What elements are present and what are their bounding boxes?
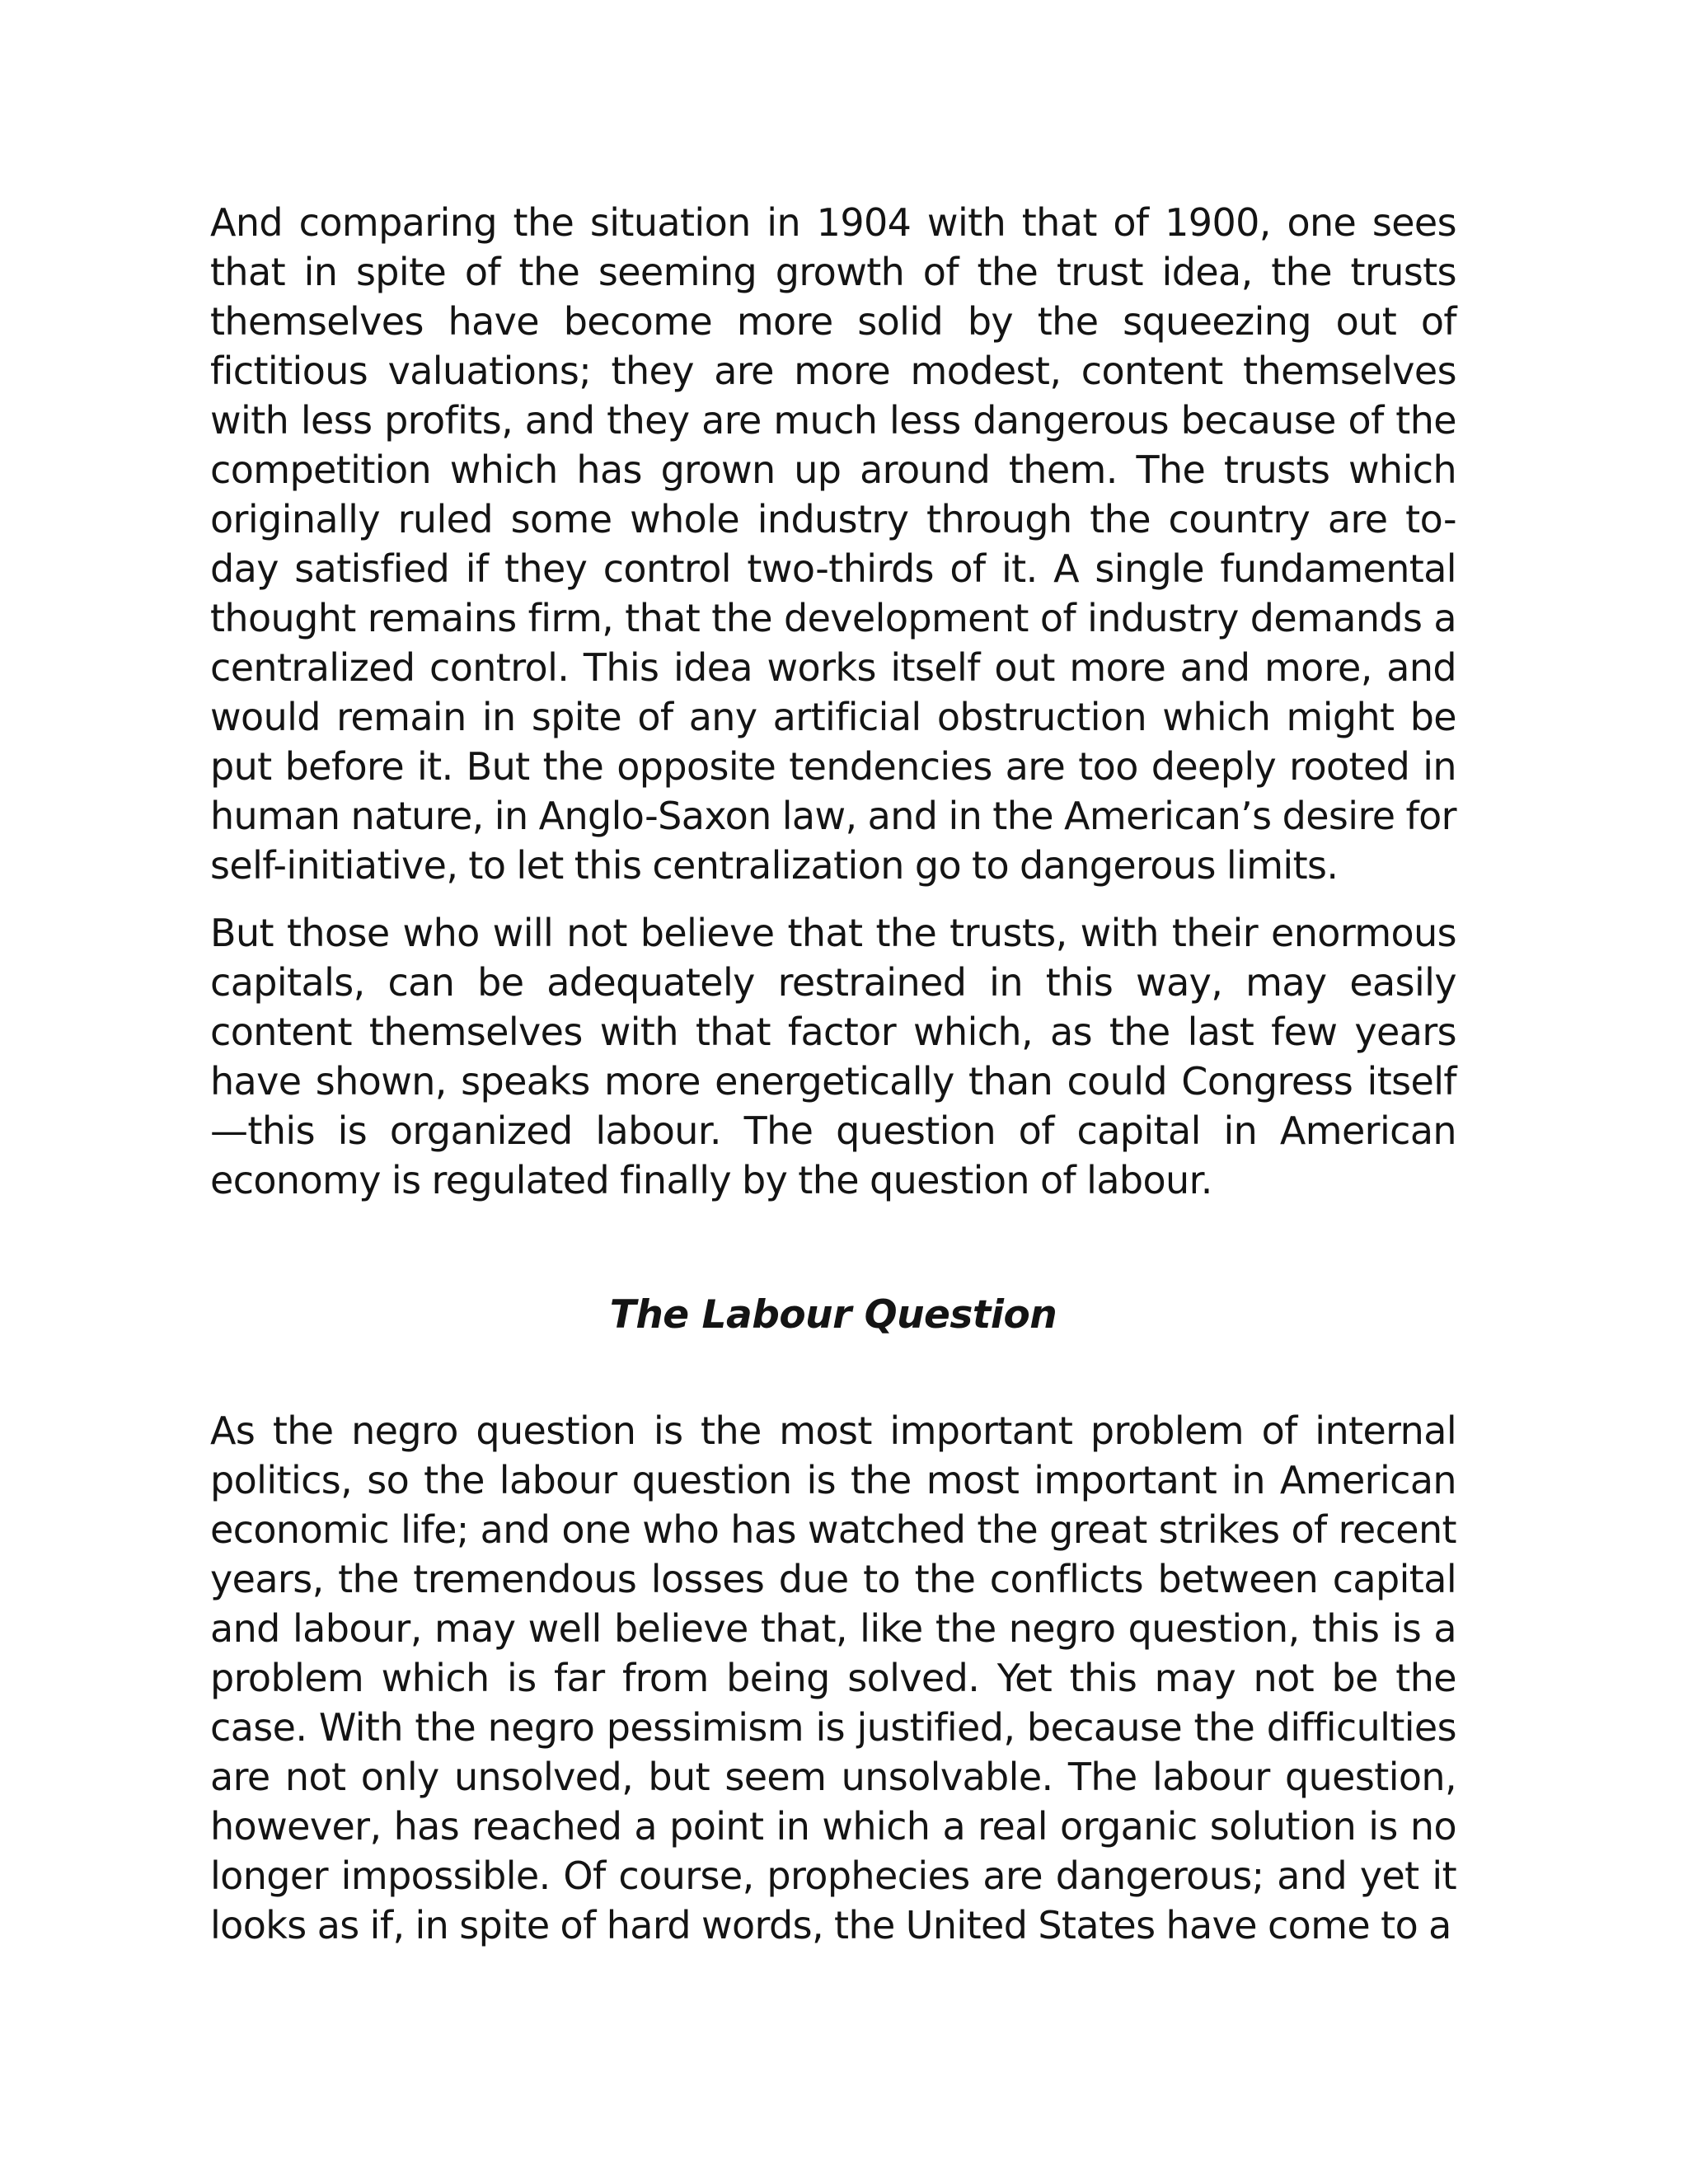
paragraph-trusts-comparison: And comparing the situation in 1904 with that of 1900, one sees that in spite of the seeming growth of the trust idea, the trusts themselves have become more solid by the squeezing out of fictitious valuations; they are more modest, content themselves with less profits, and they are much less dangerous because of the competition which has grown up around them. The trusts which originally ruled some whole industry through the country are to-day satisfied if they control two-thirds of it. A single fundamental thought remains firm, that the development of industry demands a centralized control. This idea works itself out more and more, and would remain in spite of any artificial obstruction which might be put before it. But the opposite tendencies are too deeply rooted in human nature, in Anglo-Saxon law, and in the American’s desire for self-initiative, to let this centralization go to dangerous limits. (210, 200, 1456, 888)
paragraph-organized-labour: But those who will not believe that the trusts, with their enormous capitals, can be adequately restrained in this way, may easily content themselves with that factor which, as the last few years have shown, speaks more energetically than could Congress itself—this is organized labour. The question of capital in American economy is regulated finally by the question of labour. (210, 911, 1456, 1202)
paragraph-labour-question: As the negro question is the most important problem of internal politics, so the labour question is the most important in American economic life; and one who has watched the great strikes of recent years, the tremendous losses due to the conflicts between capital and labour, may well believe that, like the negro question, this is a problem which is far from being solved. Yet this may not be the case. With the negro pessimism is justified, because the difficulties are not only unsolved, but seem unsolvable. The labour question, however, has reached a point in which a real organic solution is no longer impossible. Of course, prophecies are dangerous; and yet it looks as if, in spite of hard words, the United States have come to a (210, 1408, 1456, 1947)
document-page (210, 198, 1456, 1950)
section-heading: The Labour Question (609, 1292, 1057, 1338)
